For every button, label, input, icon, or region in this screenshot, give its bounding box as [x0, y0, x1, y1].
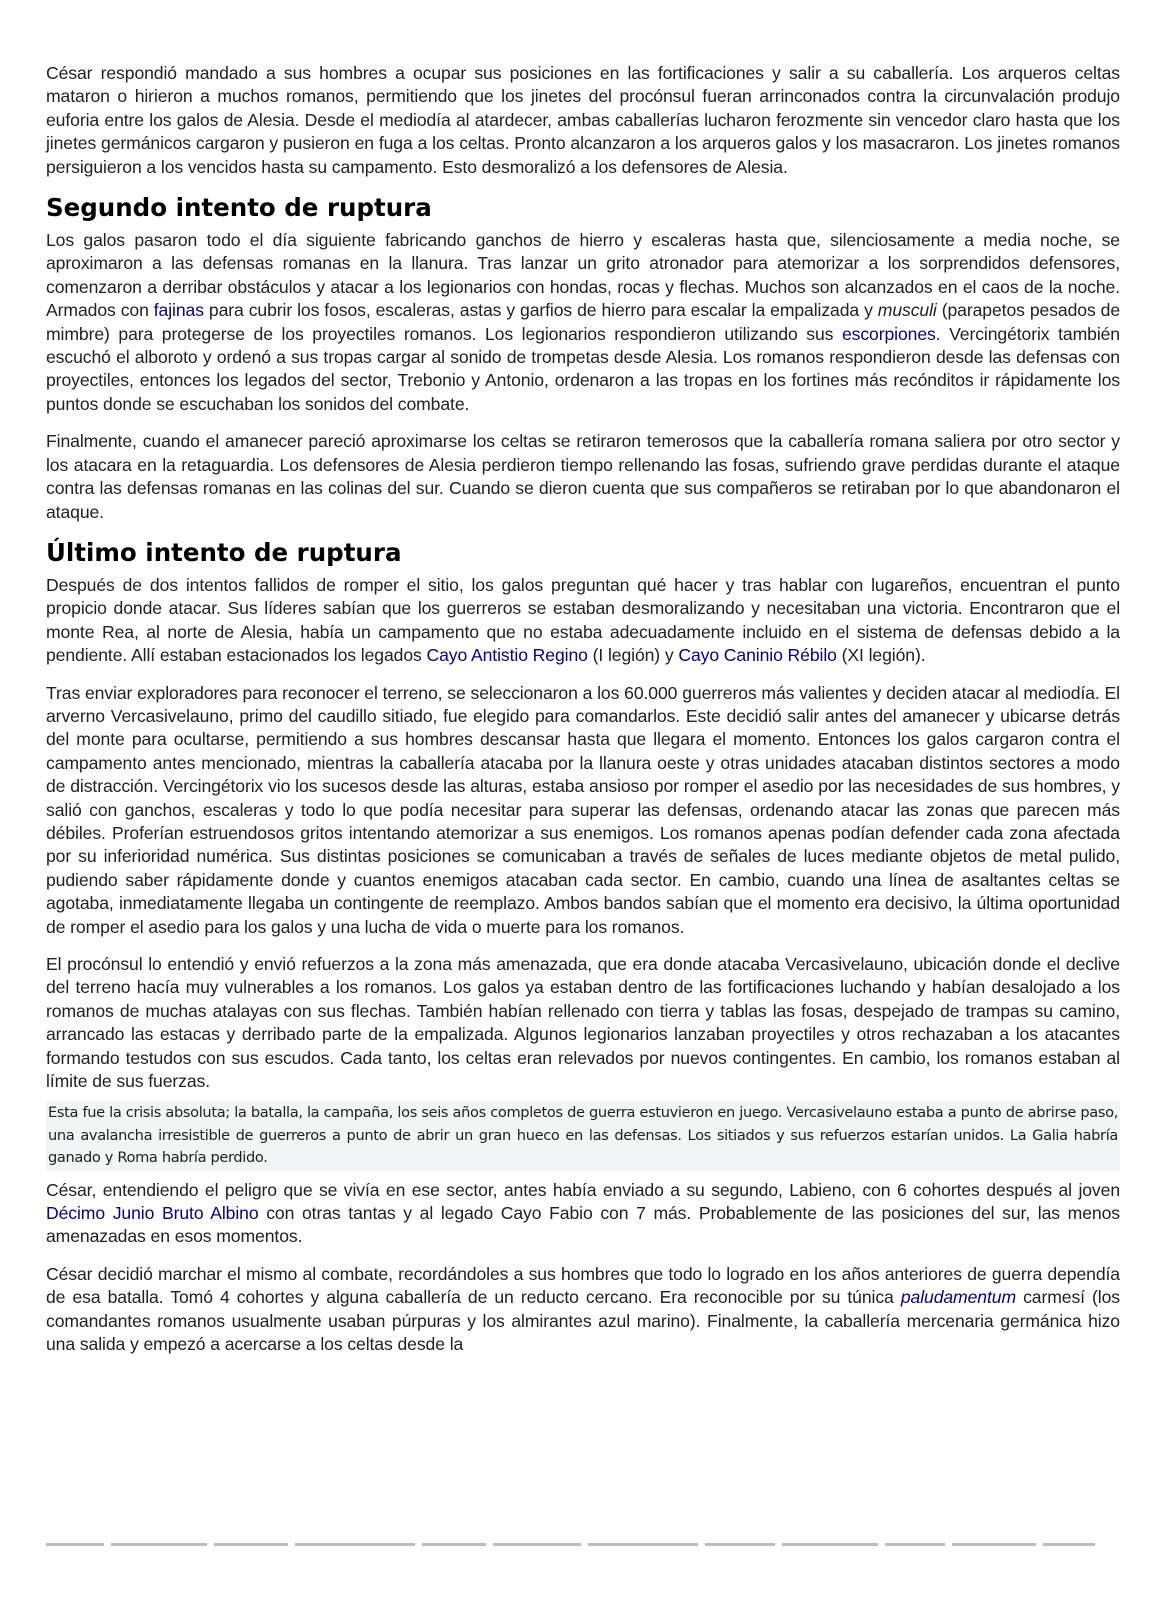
- paragraph-proconsul-entendio: [46, 953, 1120, 1093]
- quote-text: Esta fue la crisis absoluta; la batalla, la campaña, los seis años completos de guerra estuvieron en juego. Vercasivelauno estaba a punto de abrirse paso, una avalancha irresistible de guerreros a punto de abrir un gran hueco en las defensas. Los sitiados y sus refuerzos estarían unidos. La Galia habría ganado y Roma habría perdido.: [48, 1104, 1118, 1167]
- italic-term-paludamentum: paludamentum: [900, 1287, 1017, 1308]
- paragraph-text: Tras enviar exploradores para reconocer el terreno, se seleccionaron a los 60.000 guerreros más valientes y deciden atacar al mediodía. El arverno Vercasivelauno, primo del caudillo sitiado, fue elegido para comandarlos. Este decidió salir antes del amanecer y ubicarse detrás del monte para ocultarse, permitiendo a sus hombres descansar hasta que llegara el momento. Entonces los galos cargaron contra el campamento antes mencionado, mientras la caballería atacaba por la llanura oeste y otras unidades atacaban distintos sectores a modo de distracción. Vercingétorix vio los sucesos desde las alturas, estaba ansioso por romper el asedio por las necesidades de sus hombres, y salió con ganchos, escaleras y todo lo que podía necesitar para superar las defensas, ordenando atacar las zonas que parecen más débiles. Proferían estruendosos gritos intentando atemorizar a sus enemigos. Los romanos apenas podían defender cada zona afectada por su inferioridad numérica. Sus distintas posiciones se comunicaban a través de señales de luces mediante objetos de metal pulido, pudiendo saber rápidamente donde y cuantos enemigos atacaban cada sector. En cambio, cuando una línea de asaltantes celtas se agotaba, inmediatamente llegaba un contingente de reemplazo. Ambos bandos sabían que el momento era decisivo, la última oportunidad de romper el asedio para los galos y una lucha de vida o muerte para los romanos.: [46, 682, 1120, 937]
- section-heading-segundo-intento: Segundo intento de ruptura: [46, 193, 432, 223]
- link-escorpiones[interactable]: escorpiones: [841, 323, 936, 344]
- paragraph-text: (parapetos pesados de mimbre) para protegerse de los proyectiles romanos. Los legionarios respondieron utilizando sus: [46, 300, 1121, 344]
- link-cayo-caninio-rebilo[interactable]: Cayo Caninio Rébilo: [678, 645, 837, 666]
- blockquote-crisis-absoluta: [46, 1101, 1120, 1170]
- section-heading-ultimo-intento: Último intento de ruptura: [46, 537, 402, 567]
- paragraph-tras-enviar-exploradores: [46, 682, 1120, 939]
- paragraph-cesar-respondio: [46, 62, 1120, 179]
- paragraph-despues-dos-intentos: [46, 574, 1120, 668]
- paragraph-text: Después de dos intentos fallidos de romper el sitio, los galos preguntan qué hacer y tras hablar con lugareños, encuentran el punto propicio donde atacar. Sus líderes sabían que los guerreros se estaban desmoralizando y necesitaban una victoria. Encontraron que el monte Rea, al norte de Alesia, había un campamento que no estaba adecuadamente incluido en el sistema de defensas debido a la pendiente. Allí estaban estacionados los legados: [46, 574, 1120, 666]
- paragraph-cesar-entendiendo: [46, 1179, 1120, 1249]
- paragraph-text: César decidió marchar el mismo al combate, recordándoles a sus hombres que todo lo logrado en los años anteriores de guerra dependía de esa batalla. Tomó 4 cohortes y alguna caballería de un reducto cercano. Era reconocible por su túnica: [46, 1263, 1120, 1308]
- paragraph-text: . Vercingétorix también escuchó el alboroto y ordenó a sus tropas cargar al sonido de trompetas desde Alesia. Los romanos respondieron desde las defensas con proyectiles, entonces los legados del sector, Trebonio y Antonio, ordenaron a las tropas en los fortines más recónditos ir rápidamente los puntos donde se escuchaban los sonidos del combate.: [46, 323, 1120, 414]
- link-decimo-junio-bruto-albino[interactable]: Décimo Junio Bruto Albino: [46, 1203, 259, 1224]
- link-cayo-antistio-regino[interactable]: Cayo Antistio Regino: [426, 645, 588, 666]
- italic-term-musculi: musculi: [877, 300, 937, 321]
- paragraph-text: carmesí (los comandantes romanos usualmente usaban púrpuras y los almirantes azul marino). Finalmente, la caballería mercenaria germánica hizo una salida y empezó a acercarse a los celtas desde la: [46, 1287, 1120, 1355]
- link-paludamentum[interactable]: [901, 1287, 1016, 1307]
- link-fajinas[interactable]: fajinas: [153, 300, 204, 321]
- paragraph-text: Finalmente, cuando el amanecer pareció aproximarse los celtas se retiraron temerosos que la caballería romana saliera por otro sector y los atacara en la retaguardia. Los defensores de Alesia perdieron tiempo rellenando las fosas, sufriendo grave perdidas durante el ataque contra las defensas romanas en las colinas del sur. Cuando se dieron cuenta que sus compañeros se retiraban por lo que abandonaron el ataque.: [46, 431, 1120, 522]
- paragraph-text: El procónsul lo entendió y envió refuerzos a la zona más amenazada, que era donde atacaba Vercasivelauno, ubicación donde el declive del terreno hacía muy vulnerables a los romanos. Los galos ya estaban dentro de las fortificaciones luchando y habían desalojado a los romanos de muchas atalayas con sus flechas. También habían rellenado con tierra y tablas las fosas, despejado de trampas su camino, arrancado las estacas y derribado parte de la empalizada. Algunos legionarios lanzaban proyectiles y otros rechazaban a los atacantes formando testudos con sus escudos. Cada tanto, los celtas eran relevados por nuevos contingentes. En cambio, los romanos estaban al límite de sus fuerzas.: [46, 954, 1120, 1092]
- paragraph-text: (XI legión).: [836, 645, 926, 666]
- paragraph-text: con otras tantas y al legado Cayo Fabio con 7 más. Probablemente de las posiciones del sur, las menos amenazadas en esos momentos.: [46, 1203, 1120, 1247]
- paragraph-text: para cubrir los fosos, escaleras, astas y garfios de hierro para escalar la empalizada y: [203, 300, 878, 321]
- paragraph-text: Los galos pasaron todo el día siguiente fabricando ganchos de hierro y escaleras hasta que, silenciosamente a media noche, se aproximaron a las defensas romanas en la llanura. Tras lanzar un grito atronador para atemorizar a los sorprendidos defensores, comenzaron a derribar obstáculos y atacar a los legionarios con hondas, rocas y flechas. Muchos son alcanzados en el caos de la noche. Armados con: [46, 230, 1120, 321]
- article-body: [46, 62, 1120, 1371]
- paragraph-text: (I legión) y: [587, 645, 679, 666]
- cut-off-text-line: [46, 1543, 1120, 1547]
- paragraph-text: César respondió mandado a sus hombres a ocupar sus posiciones en las fortificaciones y salir a su caballería. Los arqueros celtas mataron o hirieron a muchos romanos, permitiendo que los jinetes del procónsul fueran arrinconados contra la circunvalación produjo euforia entre los galos de Alesia. Desde el mediodía al atardecer, ambas caballerías lucharon ferozmente sin vencedor claro hasta que los jinetes germánicos cargaron y pusieron en fuga a los celtas. Pronto alcanzaron a los arqueros galos y los masacraron. Los jinetes romanos persiguieron a los vencidos hasta su campamento. Esto desmoralizó a los defensores de Alesia.: [46, 63, 1120, 177]
- paragraph-text: César, entendiendo el peligro que se vivía en ese sector, antes había enviado a su segundo, Labieno, con 6 cohortes después al joven: [46, 1179, 1120, 1200]
- paragraph-galos-pasaron: [46, 229, 1120, 416]
- paragraph-cesar-decidio: [46, 1263, 1120, 1357]
- paragraph-finalmente: [46, 430, 1120, 524]
